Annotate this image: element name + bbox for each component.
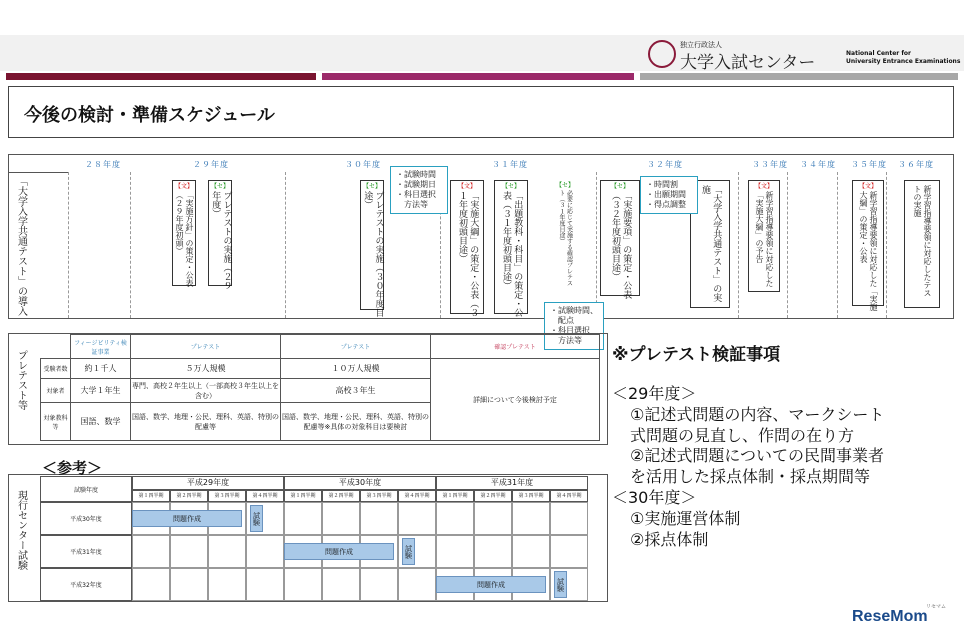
year-33: ３３年度: [752, 160, 788, 169]
note-body: [612, 384, 957, 550]
quarter-cell: 第３四半期: [512, 490, 550, 502]
task-bar: 問題作成: [436, 576, 546, 593]
quarter-cell: 第４四半期: [550, 490, 588, 502]
org-en-1: National Center for: [846, 50, 912, 57]
grid-cell: [170, 535, 208, 568]
milestone-text: 新学習指導要領に対応したテストの実施: [913, 185, 932, 297]
quarter-cell: 第１四半期: [132, 490, 170, 502]
year-36: ３６年度: [898, 160, 934, 169]
table-cell: 国語、数学: [71, 403, 131, 441]
grid-cell: [284, 568, 322, 601]
note-line: ①記述式問題の内容、マークシート: [630, 404, 885, 424]
grid-cell: [436, 502, 474, 535]
year-32: ３２年度: [647, 160, 683, 169]
grid-cell: [208, 568, 246, 601]
callout-box: [640, 176, 698, 214]
grid-cell: [246, 535, 284, 568]
page-title: 今後の検討・準備スケジュール: [24, 105, 275, 126]
col-head: 確認プレテスト: [431, 335, 600, 359]
milestone-box: [450, 180, 484, 317]
row-divider: [8, 172, 68, 173]
milestone-text: プレテストの実施（２９年度）: [210, 191, 232, 290]
milestone-box: [208, 180, 232, 290]
callout-line: ・得点調整: [646, 200, 686, 209]
grid-cell: [436, 535, 474, 568]
note-line: 式問題の見直し、作問の在り方: [630, 425, 855, 445]
col-line: [837, 172, 838, 318]
exam-year-cell: 平成32年度: [40, 568, 132, 601]
table-cell: 詳細について今後検討予定: [431, 359, 600, 441]
exam-marker: 試験: [554, 571, 567, 598]
grid-cell: [132, 535, 170, 568]
grid-cell: [474, 535, 512, 568]
pretest-table: [40, 334, 600, 441]
col-line: [738, 172, 739, 318]
table-cell: 専門、高校２年生以上（一部高校３年生以上を含む）: [131, 379, 281, 403]
year-34: ３４年度: [800, 160, 836, 169]
watermark: ReseMom: [852, 608, 928, 625]
milestone-tag: 【文】: [174, 183, 193, 190]
table-cell: 大学１年生: [71, 379, 131, 403]
note-line: ＜30年度＞: [612, 487, 697, 507]
col-head: フィージビリティ検証事業: [71, 335, 131, 359]
year-29: ２９年度: [193, 160, 229, 169]
milestone-box: [360, 180, 384, 317]
grid-cell: [512, 502, 550, 535]
milestone-text: 「実施要項」の策定・公表（３２年度初頭目途）: [610, 191, 632, 299]
grid-cell: [398, 568, 436, 601]
milestone-box: [600, 180, 640, 299]
note-line: ＜29年度＞: [612, 384, 697, 403]
header-band: [0, 35, 964, 71]
milestone-tag: 【文】: [858, 183, 877, 190]
stripe-2: [322, 73, 634, 80]
quarter-cell: 第３四半期: [208, 490, 246, 502]
milestone-tag: 【文】: [754, 183, 773, 190]
grid-cell: [246, 568, 284, 601]
grid-cell: [284, 502, 322, 535]
year-head-cell: 平成31年度: [436, 476, 588, 490]
milestone-box: [550, 180, 580, 290]
quarter-cell: 第１四半期: [284, 490, 322, 502]
callout-line: ・時間割: [646, 180, 678, 189]
year-28: ２８年度: [85, 160, 121, 169]
callout-line: ・科目選択: [550, 326, 590, 335]
section1-label: 「大学入学共通テスト」の導入: [15, 176, 27, 316]
milestone-box: [852, 180, 884, 311]
milestone-tag: 【セ】: [501, 183, 520, 190]
col-line: [68, 172, 69, 318]
milestone-text: 新学習指導要領に対応した「実施大綱」の策定・公表: [859, 191, 878, 311]
year-30: ３０年度: [345, 160, 381, 169]
year-head-cell: 平成30年度: [284, 476, 436, 490]
grid-cell: [322, 568, 360, 601]
grid-cell: [474, 502, 512, 535]
note-line: ②記述式問題についての民間事業者: [630, 446, 885, 466]
callout-line: 方法等: [550, 336, 582, 345]
note-line: ②採点体制: [630, 529, 709, 549]
milestone-tag: 【セ】: [362, 183, 381, 190]
grid-cell: [360, 568, 398, 601]
exam-marker: 試験: [250, 505, 263, 532]
section2-label: プレテスト等: [15, 350, 27, 410]
milestone-text: プレテストの実施（３０年度目途）: [362, 191, 384, 317]
table-cell: 高校３年生: [281, 379, 431, 403]
table-cell: ５万人規模: [131, 359, 281, 379]
center-exam-schedule: [40, 476, 588, 602]
callout-line: ・試験時間: [396, 170, 436, 179]
col-line: [787, 172, 788, 318]
milestone-tag: 【セ】: [210, 183, 229, 190]
year-head-cell: 平成29年度: [132, 476, 284, 490]
task-bar: 問題作成: [284, 543, 394, 560]
grid-cell: [550, 502, 588, 535]
milestone-box: [172, 180, 196, 286]
watermark-small: リセマム: [926, 604, 946, 610]
milestone-box: [494, 180, 528, 317]
grid-cell: [550, 535, 588, 568]
quarter-cell: 第２四半期: [170, 490, 208, 502]
col-head: プレテスト: [131, 335, 281, 359]
note-line: ①実施運営体制: [630, 508, 741, 528]
callout-line: ・科目選択: [396, 190, 436, 199]
note-title: ※プレテスト検証事項: [612, 345, 781, 365]
callout-line: ・出願期間: [646, 190, 686, 199]
section3-label: 現行センター試験: [15, 490, 27, 570]
row-head-cell: 試験年度: [40, 476, 132, 502]
callout-line: 方法等: [396, 200, 428, 209]
grid-cell: [132, 568, 170, 601]
col-line: [285, 172, 286, 318]
grid-cell: [512, 535, 550, 568]
callout-line: ・試験期日: [396, 180, 436, 189]
milestone-text: 「実施大綱」の策定・公表（３１年度初頭目途）: [457, 191, 479, 317]
task-bar: 問題作成: [132, 510, 242, 527]
exam-marker: 試験: [402, 538, 415, 565]
milestone-tag: 【セ】: [610, 183, 629, 190]
callout-line: ・試験時間、: [550, 306, 598, 315]
year-35: ３５年度: [851, 160, 887, 169]
year-31: ３１年度: [492, 160, 528, 169]
milestone-text: 「出題教科・科目」の策定・公表（３１年度初頭目途）: [501, 191, 523, 317]
row-head: 受験者数: [41, 359, 71, 379]
table-cell: １０万人規模: [281, 359, 431, 379]
grid-cell: [360, 502, 398, 535]
col-line: [130, 172, 131, 318]
quarter-cell: 第２四半期: [322, 490, 360, 502]
milestone-box: [904, 180, 940, 308]
grid-cell: [208, 535, 246, 568]
row-head: 対象者: [41, 379, 71, 403]
table-cell: 国語、数学、地理・公民、理科、英語、特別の配慮等: [131, 403, 281, 441]
milestone-text: 「実施方針」の策定・公表（２９年度初頭）: [175, 191, 194, 287]
milestone-text: 「大学入学共通テスト」の実施: [700, 185, 722, 302]
col-line: [596, 172, 597, 318]
grid-cell: [398, 502, 436, 535]
quarter-cell: 第３四半期: [360, 490, 398, 502]
quarter-cell: 第１四半期: [436, 490, 474, 502]
milestone-box: [748, 180, 780, 292]
milestone-text: 新学習指導要領に対応した「実施大綱」の予告: [755, 191, 774, 287]
exam-year-cell: 平成31年度: [40, 535, 132, 568]
stripe-3: [640, 73, 958, 80]
col-line: [886, 172, 887, 318]
table-cell: 国語、数学、地理・公民、理科、英語、特別の配慮等※具体の対象科目は要検討: [281, 403, 431, 441]
stripe-1: [6, 73, 316, 80]
quarter-cell: 第４四半期: [398, 490, 436, 502]
milestone-tag: 【文】: [457, 183, 476, 190]
org-name: 大学入試センター: [680, 53, 816, 73]
exam-year-cell: 平成30年度: [40, 502, 132, 535]
callout-box: [390, 166, 448, 214]
table-cell: 約１千人: [71, 359, 131, 379]
quarter-cell: 第４四半期: [246, 490, 284, 502]
org-small: 独立行政法人: [680, 41, 722, 49]
note-line: を活用した採点体制・採点期間等: [630, 467, 871, 487]
quarter-cell: 第２四半期: [474, 490, 512, 502]
callout-line: 配点: [550, 316, 574, 325]
milestone-text: 必要に応じて実施する確認プレテスト（３１年度目途）: [558, 190, 573, 286]
milestone-tag: 【セ】: [555, 182, 574, 189]
col-head: プレテスト: [281, 335, 431, 359]
grid-cell: [170, 568, 208, 601]
org-logo-icon: [648, 40, 676, 68]
org-en-2: University Entrance Examinations: [846, 58, 961, 65]
grid-cell: [322, 502, 360, 535]
reference-title: ＜参考＞: [42, 459, 103, 477]
row-head: 対象教科等: [41, 403, 71, 441]
